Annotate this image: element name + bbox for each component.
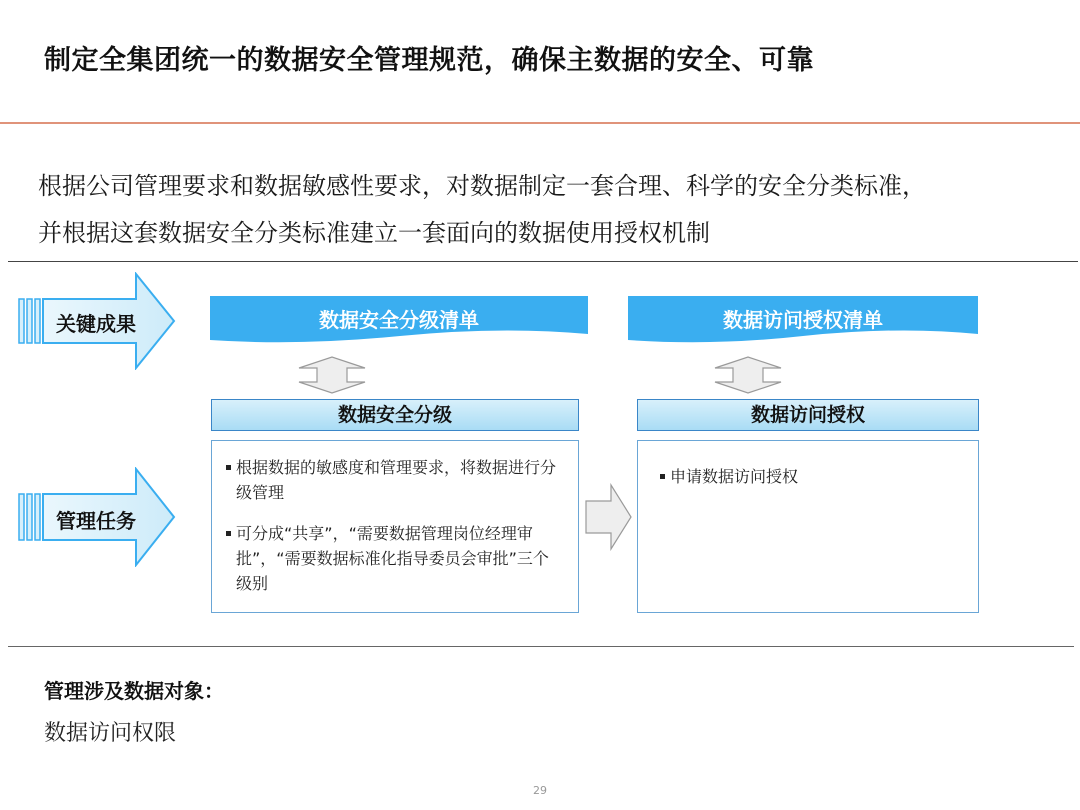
management-tasks-label: 管理任务 — [56, 509, 136, 533]
list-item — [660, 464, 960, 489]
bullet-text: 可分成“共享”，“需要数据管理岗位经理审批”，“需要数据标准化指导委员会审批”三个级别 — [236, 524, 549, 593]
bullet-text: 根据数据的敏感度和管理要求，将数据进行分级管理 — [236, 458, 557, 502]
intro-line-2: 并根据这套数据安全分类标准建立一套面向的数据使用授权机制 — [38, 219, 710, 247]
intro-line-1: 根据公司管理要求和数据敏感性要求，对数据制定一套合理、科学的安全分类标准， — [38, 172, 926, 200]
flow-arrow-icon — [585, 483, 633, 551]
title-divider — [0, 122, 1080, 124]
section-divider-bottom — [8, 646, 1074, 647]
page-title: 制定全集团统一的数据安全管理规范，确保主数据的安全、可靠 — [44, 45, 814, 76]
list-item — [226, 455, 556, 505]
key-results-label: 关键成果 — [56, 312, 136, 336]
section-divider-top — [8, 261, 1078, 262]
deliverable-right-label: 数据访问授权清单 — [723, 308, 883, 332]
data-objects-label: 管理涉及数据对象： — [44, 679, 224, 703]
task-header-right: 数据访问授权 — [637, 399, 979, 431]
task-box-right — [637, 440, 979, 613]
deliverable-left-label: 数据安全分级清单 — [319, 308, 479, 332]
double-arrow-left-icon — [297, 356, 367, 394]
task-header-left: 数据安全分级 — [211, 399, 579, 431]
page-number: 29 — [533, 784, 547, 797]
task-box-left — [211, 440, 579, 613]
data-objects-value: 数据访问权限 — [44, 721, 177, 746]
bullet-text: 申请数据访问授权 — [670, 467, 799, 486]
list-item — [226, 521, 556, 596]
double-arrow-right-icon — [713, 356, 783, 394]
